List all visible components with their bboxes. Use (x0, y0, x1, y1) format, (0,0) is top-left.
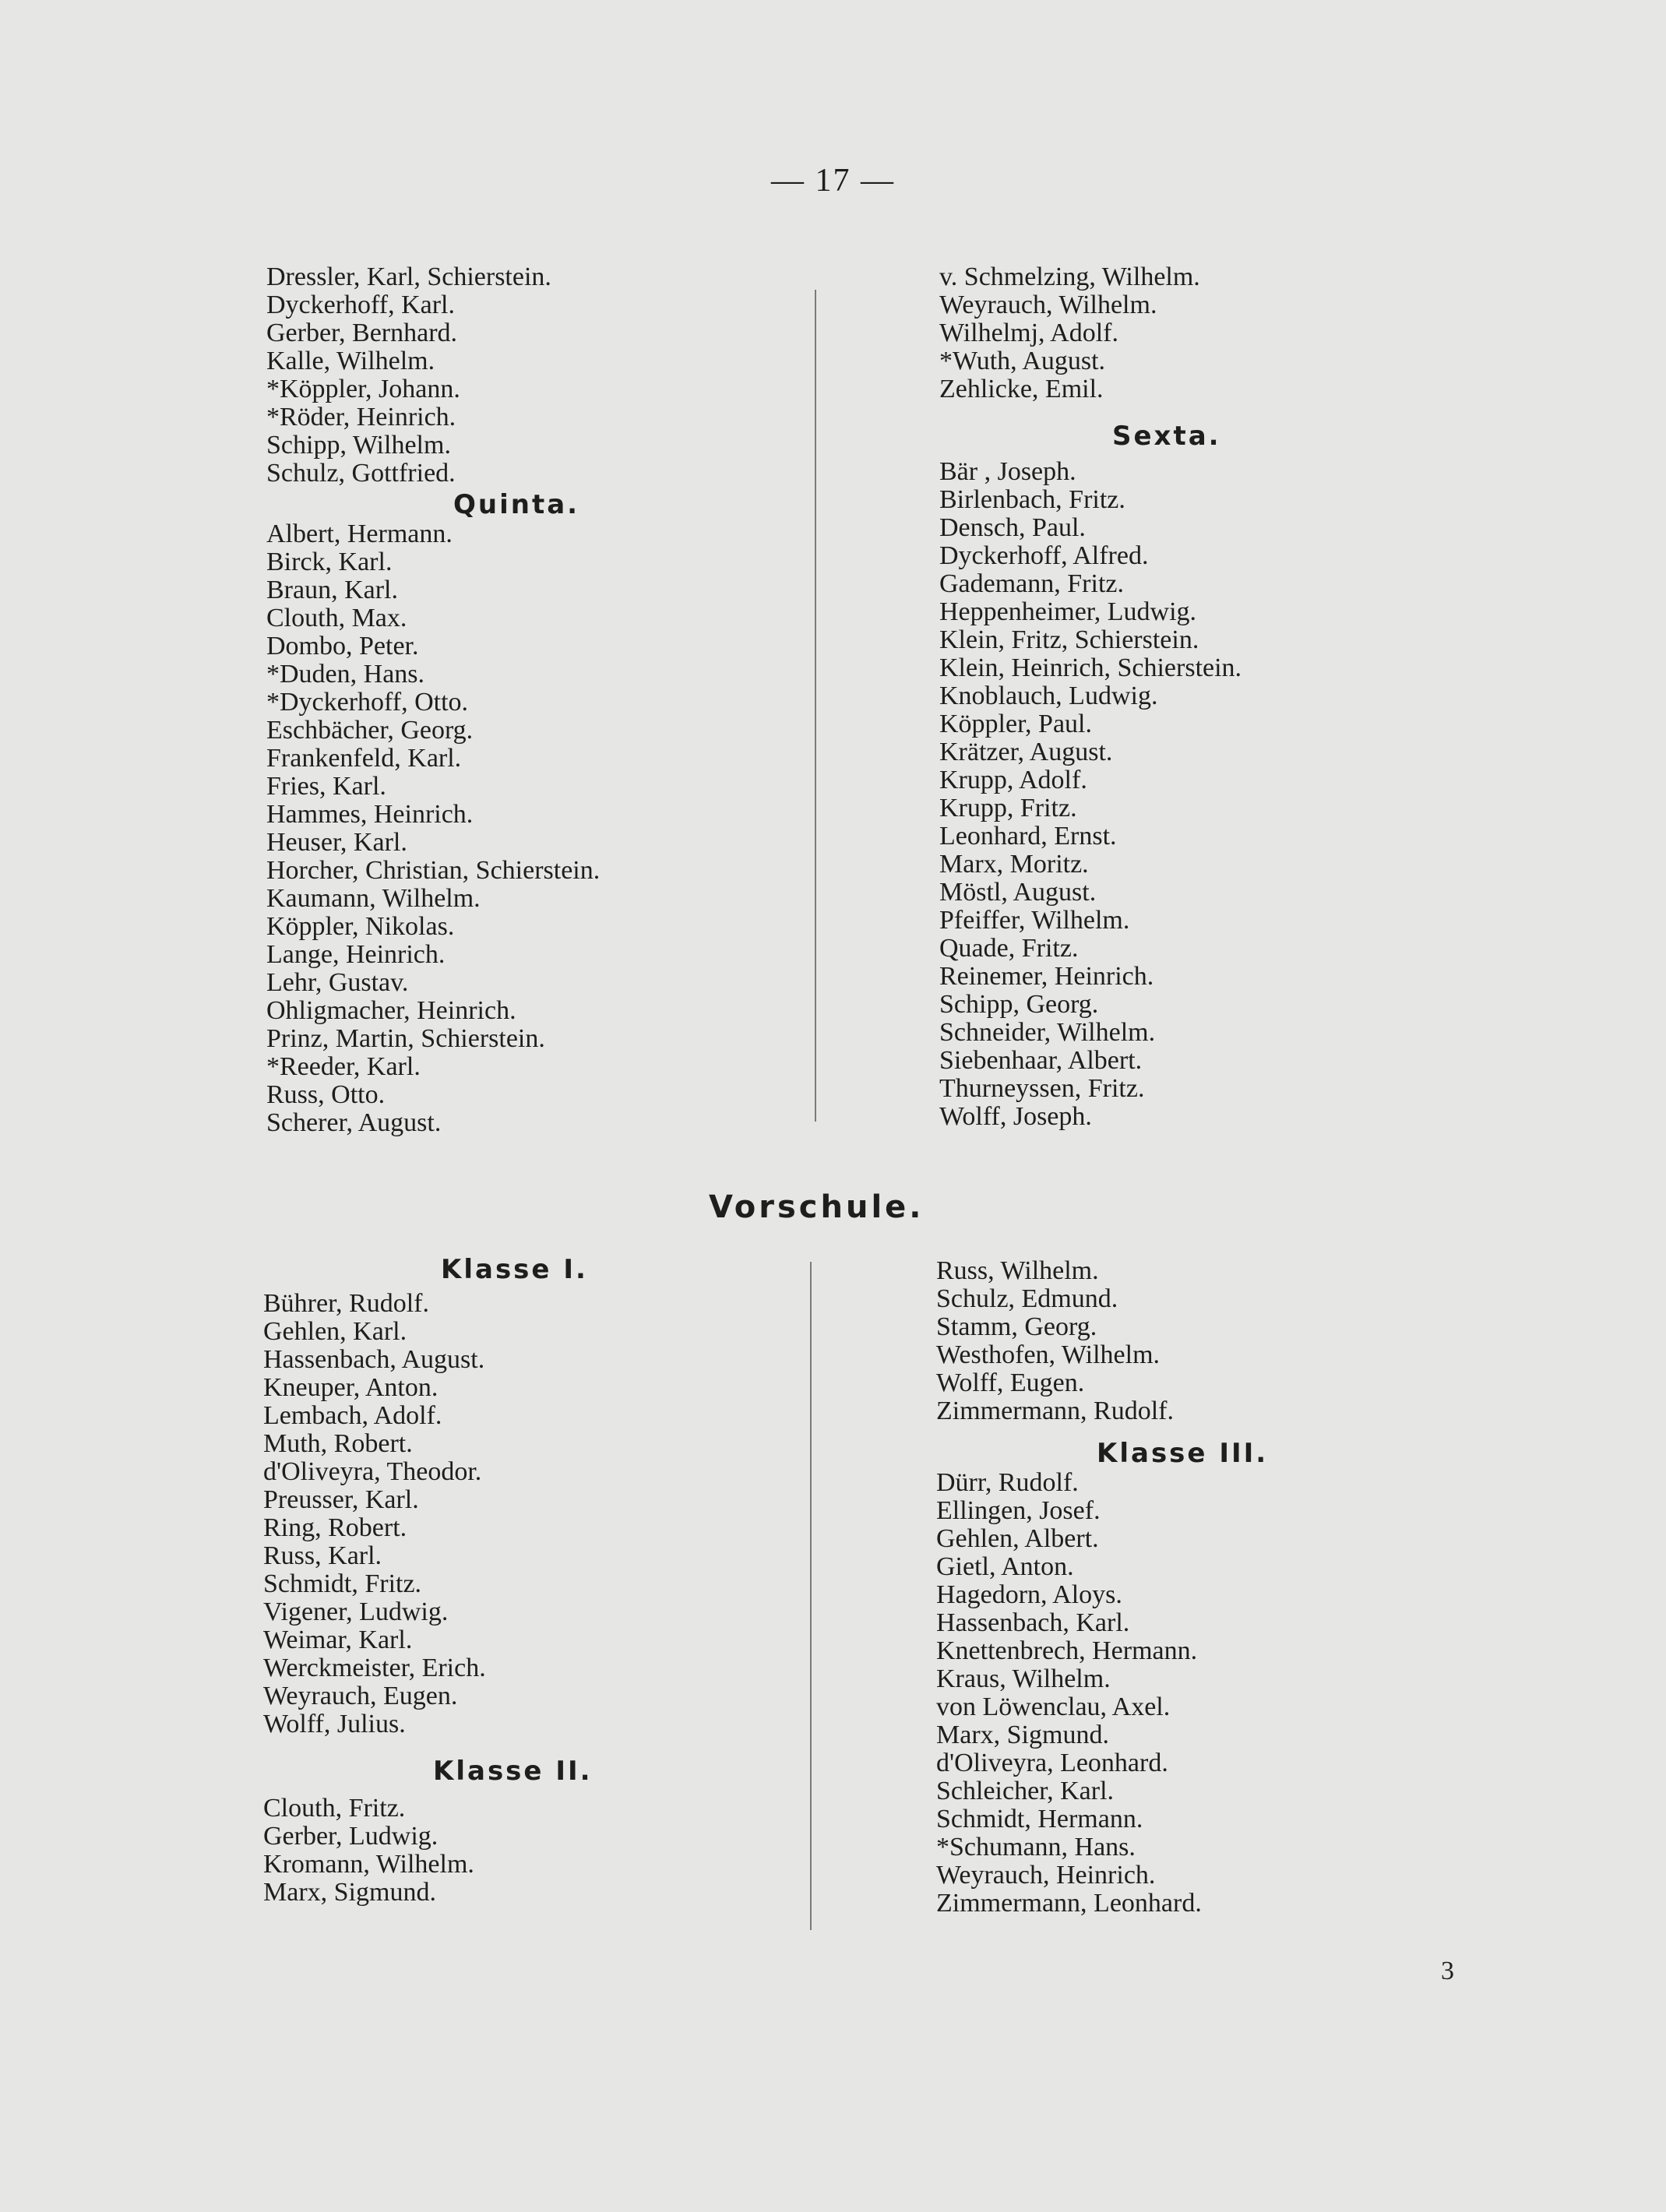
name-entry: Marx, Sigmund. (263, 1878, 436, 1907)
name-entry: Clouth, Fritz. (263, 1794, 406, 1823)
sexta-heading: Sexta. (1112, 421, 1221, 452)
name-entry: Gietl, Anton. (936, 1552, 1074, 1581)
page-number: — 17 — (771, 163, 895, 199)
name-entry: Lehr, Gustav. (266, 968, 409, 997)
name-entry: Schulz, Gottfried. (266, 459, 456, 488)
name-entry: Bär , Joseph. (939, 457, 1076, 486)
name-entry: d'Oliveyra, Theodor. (263, 1457, 482, 1486)
name-entry: Siebenhaar, Albert. (939, 1046, 1143, 1075)
name-entry: Birck, Karl. (266, 548, 393, 576)
name-entry: Möstl, August. (939, 878, 1097, 907)
name-entry: Wolff, Julius. (263, 1710, 406, 1738)
name-entry: Gehlen, Karl. (263, 1317, 407, 1346)
name-entry: Horcher, Christian, Schierstein. (266, 856, 601, 885)
signature-mark: 3 (1441, 1957, 1454, 1985)
vorschule-heading: Vorschule. (709, 1189, 925, 1225)
name-entry: Dombo, Peter. (266, 632, 419, 660)
name-entry: Zimmermann, Leonhard. (936, 1889, 1202, 1918)
name-entry: Quade, Fritz. (939, 934, 1079, 963)
name-entry: Weimar, Karl. (263, 1626, 413, 1654)
lower-left-column (263, 1254, 593, 1907)
name-entry: Gerber, Bernhard. (266, 319, 458, 347)
klasse2-heading: Klasse II. (433, 1756, 593, 1787)
name-entry: Werckmeister, Erich. (263, 1654, 486, 1682)
name-entry: Köppler, Nikolas. (266, 912, 455, 941)
name-entry: Schneider, Wilhelm. (939, 1018, 1156, 1047)
name-entry: Clouth, Max. (266, 604, 407, 632)
name-entry: Knoblauch, Ludwig. (939, 682, 1158, 710)
name-entry: Köppler, Paul. (939, 710, 1092, 738)
name-entry: Hammes, Heinrich. (266, 800, 474, 829)
name-entry: Kromann, Wilhelm. (263, 1850, 474, 1879)
name-entry: Muth, Robert. (263, 1429, 413, 1458)
name-entry: Wilhelmj, Adolf. (939, 319, 1118, 347)
name-entry: Schipp, Wilhelm. (266, 431, 451, 460)
name-entry: Thurneyssen, Fritz. (939, 1074, 1145, 1103)
name-entry: Dürr, Rudolf. (936, 1468, 1079, 1497)
name-entry: Stamm, Georg. (936, 1312, 1097, 1341)
klasse3-names (936, 1469, 1268, 1918)
name-entry: Knettenbrech, Hermann. (936, 1636, 1198, 1665)
name-entry: Krupp, Fritz. (939, 794, 1077, 822)
upper-right-column (939, 263, 1242, 1131)
name-entry: Hassenbach, Karl. (936, 1608, 1130, 1637)
name-entry: Zehlicke, Emil. (939, 375, 1104, 403)
name-entry: Schipp, Georg. (939, 990, 1099, 1019)
name-entry: Schmidt, Hermann. (936, 1805, 1143, 1833)
name-entry: Hagedorn, Aloys. (936, 1580, 1122, 1609)
name-entry: Frankenfeld, Karl. (266, 744, 462, 773)
name-entry: Schleicher, Karl. (936, 1777, 1115, 1805)
name-entry: Marx, Sigmund. (936, 1721, 1109, 1749)
name-entry: Westhofen, Wilhelm. (936, 1340, 1161, 1369)
name-entry: Kraus, Wilhelm. (936, 1664, 1111, 1693)
name-entry: Fries, Karl. (266, 772, 386, 801)
quinta-heading: Quinta. (453, 489, 580, 520)
name-entry: Ring, Robert. (263, 1513, 407, 1542)
klasse3-heading: Klasse III. (1097, 1438, 1269, 1469)
name-entry: *Dyckerhoff, Otto. (266, 688, 469, 717)
name-entry: Densch, Paul. (939, 513, 1086, 542)
name-entry: Weyrauch, Eugen. (263, 1682, 458, 1710)
name-entry: Dressler, Karl, Schierstein. (266, 262, 551, 291)
name-entry: Marx, Moritz. (939, 850, 1089, 879)
name-entry: d'Oliveyra, Leonhard. (936, 1749, 1168, 1777)
klasse2-names (263, 1795, 593, 1907)
name-entry: Eschbächer, Georg. (266, 716, 474, 745)
name-entry: Albert, Hermann. (266, 520, 453, 548)
name-entry: Braun, Karl. (266, 576, 399, 604)
name-entry: Klein, Heinrich, Schierstein. (939, 653, 1242, 682)
name-entry: Prinz, Martin, Schierstein. (266, 1024, 545, 1053)
name-entry: v. Schmelzing, Wilhelm. (939, 262, 1200, 291)
name-entry: Dyckerhoff, Karl. (266, 291, 456, 319)
name-entry: Lembach, Adolf. (263, 1401, 442, 1430)
name-entry: Preusser, Karl. (263, 1485, 419, 1514)
klasse1-heading: Klasse I. (441, 1254, 588, 1285)
klasse1-names (263, 1290, 593, 1738)
name-entry: Kalle, Wilhelm. (266, 347, 435, 375)
name-entry: Wolff, Eugen. (936, 1368, 1085, 1397)
name-entry: Krätzer, August. (939, 738, 1113, 766)
name-entry: Wolff, Joseph. (939, 1102, 1092, 1131)
name-entry: von Löwenclau, Axel. (936, 1692, 1171, 1721)
name-entry: Bührer, Rudolf. (263, 1289, 429, 1318)
name-entry: *Wuth, August. (939, 347, 1106, 375)
name-entry: Gehlen, Albert. (936, 1524, 1099, 1553)
name-entry: Heuser, Karl. (266, 828, 407, 857)
name-entry: Hassenbach, August. (263, 1345, 485, 1374)
lower-right-column (936, 1257, 1268, 1918)
lower-right-names (936, 1257, 1268, 1425)
name-entry: Kneuper, Anton. (263, 1373, 439, 1402)
name-entry: *Reeder, Karl. (266, 1052, 421, 1081)
name-entry: Birlenbach, Fritz. (939, 485, 1125, 514)
name-entry: Heppenheimer, Ludwig. (939, 597, 1197, 626)
name-entry: *Duden, Hans. (266, 660, 425, 689)
name-entry: Russ, Karl. (263, 1541, 382, 1570)
name-entry: Klein, Fritz, Schierstein. (939, 625, 1199, 654)
quinta-names (266, 520, 600, 1137)
name-entry: Gerber, Ludwig. (263, 1822, 439, 1851)
name-entry: Kaumann, Wilhelm. (266, 884, 481, 913)
name-entry: Lange, Heinrich. (266, 940, 446, 969)
name-entry: Russ, Otto. (266, 1080, 386, 1109)
name-entry: Schulz, Edmund. (936, 1284, 1118, 1313)
name-entry: Pfeiffer, Wilhelm. (939, 906, 1130, 935)
name-entry: *Köppler, Johann. (266, 375, 460, 403)
name-entry: Weyrauch, Heinrich. (936, 1861, 1156, 1890)
column-divider-lower (810, 1262, 812, 1930)
upper-left-column (266, 263, 600, 1137)
upper-right-names (939, 263, 1242, 403)
name-entry: *Schumann, Hans. (936, 1833, 1136, 1862)
name-entry: Dyckerhoff, Alfred. (939, 541, 1149, 570)
name-entry: Weyrauch, Wilhelm. (939, 291, 1157, 319)
name-entry: Zimmermann, Rudolf. (936, 1397, 1175, 1425)
name-entry: Vigener, Ludwig. (263, 1597, 449, 1626)
name-entry: Ohligmacher, Heinrich. (266, 996, 516, 1025)
name-entry: Schmidt, Fritz. (263, 1569, 422, 1598)
name-entry: *Röder, Heinrich. (266, 403, 456, 431)
name-entry: Krupp, Adolf. (939, 766, 1087, 794)
name-entry: Russ, Wilhelm. (936, 1256, 1099, 1285)
sexta-names (939, 458, 1242, 1131)
name-entry: Gademann, Fritz. (939, 569, 1124, 598)
name-entry: Ellingen, Josef. (936, 1496, 1101, 1525)
column-divider-upper (815, 290, 816, 1122)
name-entry: Reinemer, Heinrich. (939, 962, 1154, 991)
name-entry: Leonhard, Ernst. (939, 822, 1117, 851)
upper-left-names (266, 263, 600, 488)
name-entry: Scherer, August. (266, 1108, 442, 1137)
